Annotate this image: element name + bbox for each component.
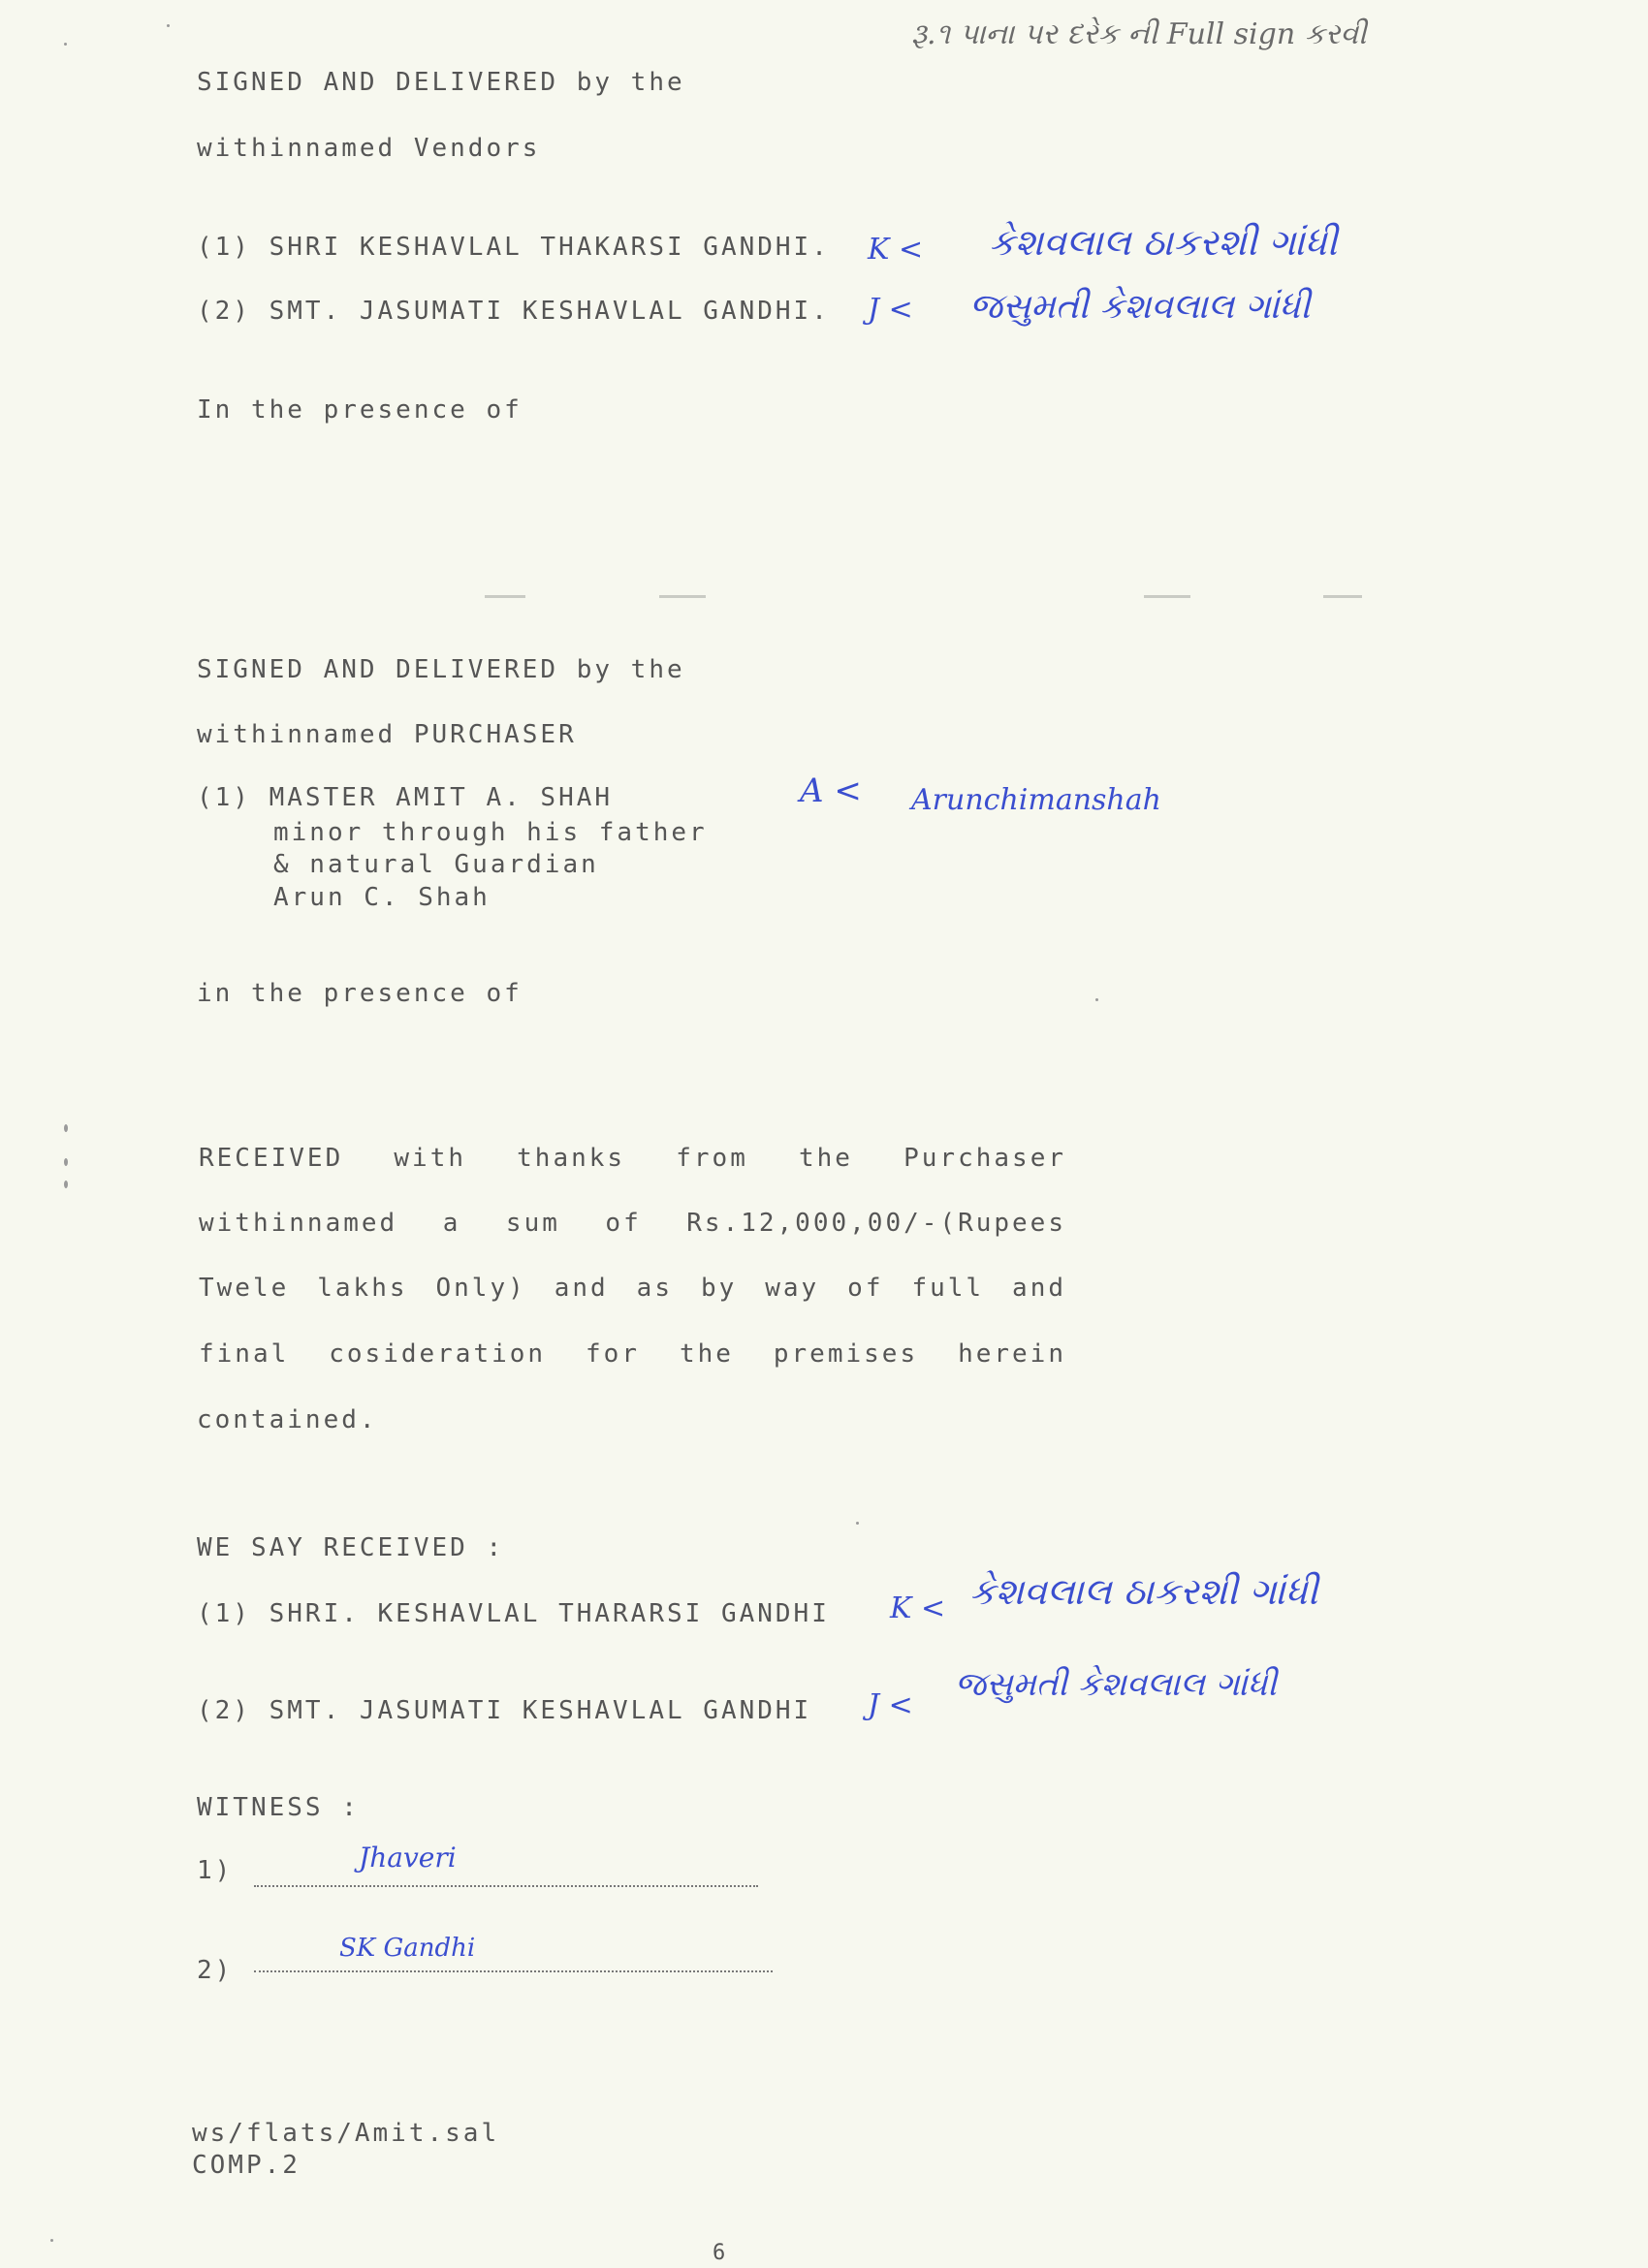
separator-dash [659,595,706,598]
separator-dash [1144,595,1190,598]
scan-speck [1095,998,1098,1001]
received-initial2: J < [868,1688,913,1722]
receipt-line5: contained. [197,1405,378,1434]
purchaser-heading-line2: withinnamed PURCHASER [197,720,577,749]
vendors-presence: In the presence of [197,395,523,425]
witness-line-1 [254,1885,758,1887]
vendor-1-initial: K < [868,233,924,267]
purchaser-presence: in the presence of [197,979,523,1008]
scan-speck [64,1181,68,1188]
receipt-line4: final cosideration for the premises herein [199,1339,1066,1369]
vendor-2-signature: જસુમતી કેશવલાલ ગાંધી [969,287,1311,327]
witness-signature-1: Jhaveri [359,1842,457,1874]
we-say-received-heading: WE SAY RECEIVED : [197,1533,505,1562]
witness-label-1: 1) [197,1856,234,1885]
received-line2: (2) SMT. JASUMATI KESHAVLAL GANDHI [197,1696,812,1725]
footer-file-path: ws/flats/Amit.sal [192,2119,500,2148]
purchaser-line2: minor through his father [273,818,708,847]
scan-speck [64,1124,68,1132]
vendor-2: (2) SMT. JASUMATI KESHAVLAL GANDHI. [197,297,830,326]
receipt-line1: RECEIVED with thanks from the Purchaser [199,1144,1066,1173]
vendor-1: (1) SHRI KESHAVLAL THAKARSI GANDHI. [197,233,830,262]
witness-line-2 [254,1970,773,1972]
top-annotation: રૂ.૧ પાના પર દરેક ની Full sign કરવી [911,17,1367,51]
received-line1: (1) SHRI. KESHAVLAL THARARSI GANDHI [197,1599,830,1628]
witness-label-2: 2) [197,1956,234,1985]
received-signature2: જસુમતી કેશવલાલ ગાંધી [955,1665,1278,1704]
receipt-line3: Twele lakhs Only) and as by way of full and [199,1274,1066,1303]
purchaser-heading-line1: SIGNED AND DELIVERED by the [197,655,685,684]
purchaser-line3: & natural Guardian [273,850,599,879]
scan-speck [64,43,67,46]
scan-speck [50,2239,53,2242]
purchaser-line1: (1) MASTER AMIT A. SHAH [197,783,614,812]
purchaser-line4: Arun C. Shah [273,883,491,912]
vendors-heading-line1: SIGNED AND DELIVERED by the [197,68,685,97]
scan-speck [64,1158,68,1166]
separator-dash [1323,595,1362,598]
vendor-2-initial: J < [868,293,913,327]
page-number: 6 [713,2241,729,2265]
witness-heading: WITNESS : [197,1793,360,1822]
separator-dash [485,595,525,598]
scan-speck [856,1522,859,1525]
purchaser-signature: Arunchimanshah [911,783,1161,817]
received-initial1: K < [890,1591,946,1625]
scan-speck [167,24,170,27]
witness-signature-2: SK Gandhi [339,1934,476,1963]
vendor-1-signature: કેશવલાલ ઠાકરશી ગાંધી [989,221,1338,264]
footer-comp: COMP.2 [192,2151,301,2180]
receipt-line2: withinnamed a sum of Rs.12,000,00/-(Rupees [199,1209,1066,1238]
vendors-heading-line2: withinnamed Vendors [197,134,541,163]
received-signature1: કેશવલાલ ઠાકરશી ગાંધી [969,1570,1318,1613]
purchaser-initial: A < [800,772,862,810]
